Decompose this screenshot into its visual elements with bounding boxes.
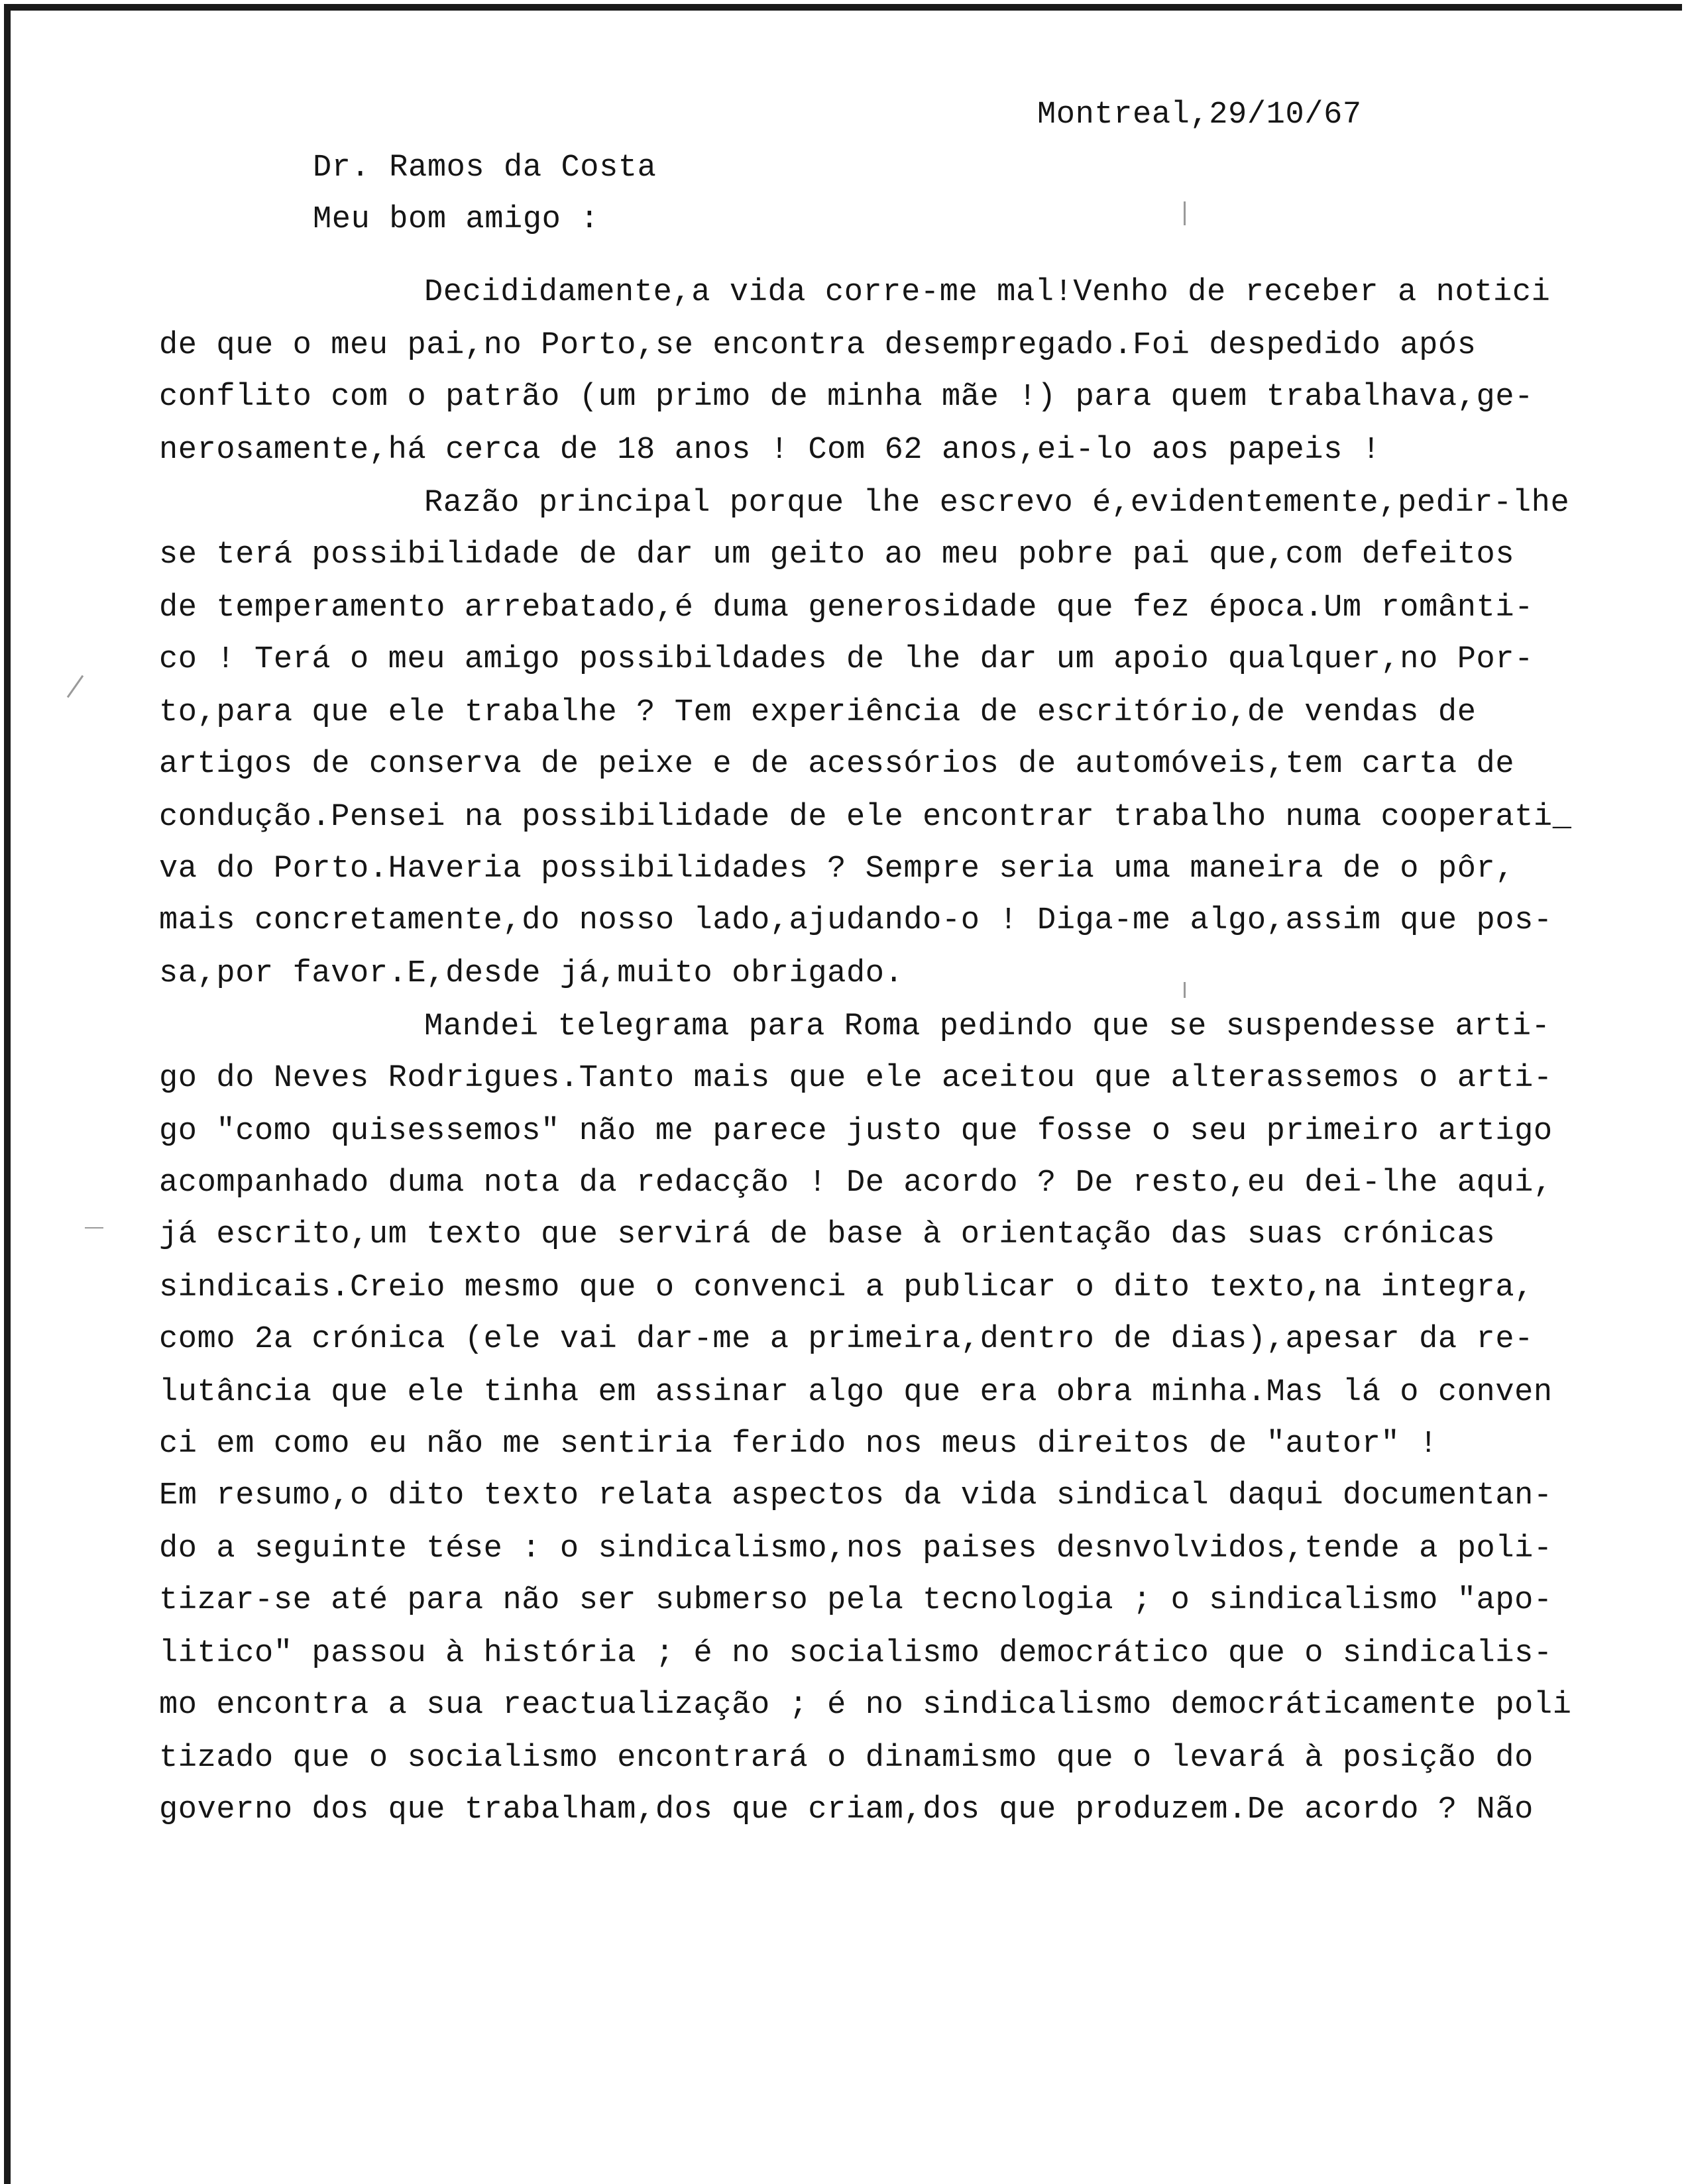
body-line: go do Neves Rodrigues.Tanto mais que ele aceitou que alterassemos o arti- xyxy=(159,1061,1553,1096)
body-line: co ! Terá o meu amigo possibildades de lhe dar um apoio qualquer,no Por- xyxy=(159,642,1534,677)
scan-speck xyxy=(1184,982,1186,998)
body-line: como 2a crónica (ele vai dar-me a primeira,dentro de dias),apesar da re- xyxy=(159,1322,1534,1357)
salutation: Meu bom amigo : xyxy=(313,202,600,237)
body-line: ci em como eu não me sentiria ferido nos meus direitos de "autor" ! xyxy=(159,1427,1438,1462)
body-line: lutância que ele tinha em assinar algo que era obra minha.Mas lá o conven xyxy=(159,1375,1553,1410)
body-line: condução.Pensei na possibilidade de ele encontrar trabalho numa cooperati_ xyxy=(159,800,1572,835)
body-line: sindicais.Creio mesmo que o convenci a publicar o dito texto,na integra, xyxy=(159,1270,1534,1305)
body-line: de que o meu pai,no Porto,se encontra desempregado.Foi despedido após xyxy=(159,328,1477,363)
scan-speck xyxy=(85,1227,103,1228)
body-line: Em resumo,o dito texto relata aspectos da vida sindical daqui documentan- xyxy=(159,1478,1553,1513)
body-line: nerosamente,há cerca de 18 anos ! Com 62 anos,ei-lo aos papeis ! xyxy=(159,433,1381,468)
body-line: tizado que o socialismo encontrará o dinamismo que o levará à posição do xyxy=(159,1741,1534,1776)
body-line: tizar-se até para não ser submerso pela tecnologia ; o sindicalismo "apo- xyxy=(159,1583,1553,1618)
body-line: acompanhado duma nota da redacção ! De acordo ? De resto,eu dei-lhe aqui, xyxy=(159,1166,1553,1201)
body-line: artigos de conserva de peixe e de acessórios de automóveis,tem carta de xyxy=(159,747,1515,782)
body-line: se terá possibilidade de dar um geito ao meu pobre pai que,com defeitos xyxy=(159,537,1515,573)
body-line: sa,por favor.E,desde já,muito obrigado. xyxy=(159,956,904,991)
body-line: go "como quisessemos" não me parece justo que fosse o seu primeiro artigo xyxy=(159,1114,1553,1149)
body-line: Razão principal porque lhe escrevo é,evidentemente,pedir-lhe xyxy=(424,486,1570,521)
body-line: do a seguinte tése : o sindicalismo,nos paises desnvolvidos,tende a poli- xyxy=(159,1531,1553,1566)
recipient-name: Dr. Ramos da Costa xyxy=(313,150,657,186)
body-line: de temperamento arrebatado,é duma generosidade que fez época.Um românti- xyxy=(159,590,1534,626)
scan-speck xyxy=(1184,201,1186,225)
body-line: já escrito,um texto que servirá de base à orientação das suas crónicas xyxy=(159,1217,1496,1252)
body-line: to,para que ele trabalhe ? Tem experiência de escritório,de vendas de xyxy=(159,695,1477,730)
body-line: Mandei telegrama para Roma pedindo que se suspendesse arti- xyxy=(424,1009,1551,1044)
body-line: governo dos que trabalham,dos que criam,dos que produzem.De acordo ? Não xyxy=(159,1792,1534,1828)
body-line: conflito com o patrão (um primo de minha mãe !) para quem trabalhava,ge- xyxy=(159,380,1534,415)
body-line: litico" passou à história ; é no socialismo democrático que o sindicalis- xyxy=(159,1636,1553,1671)
letter-date: Montreal,29/10/67 xyxy=(1037,97,1362,133)
body-line: mo encontra a sua reactualização ; é no sindicalismo democráticamente poli xyxy=(159,1688,1572,1723)
body-line: mais concretamente,do nosso lado,ajudando-o ! Diga-me algo,assim que pos- xyxy=(159,903,1553,938)
body-line: Decididamente,a vida corre-me mal!Venho de receber a notici xyxy=(424,275,1551,310)
body-line: va do Porto.Haveria possibilidades ? Sempre seria uma maneira de o pôr, xyxy=(159,851,1515,887)
